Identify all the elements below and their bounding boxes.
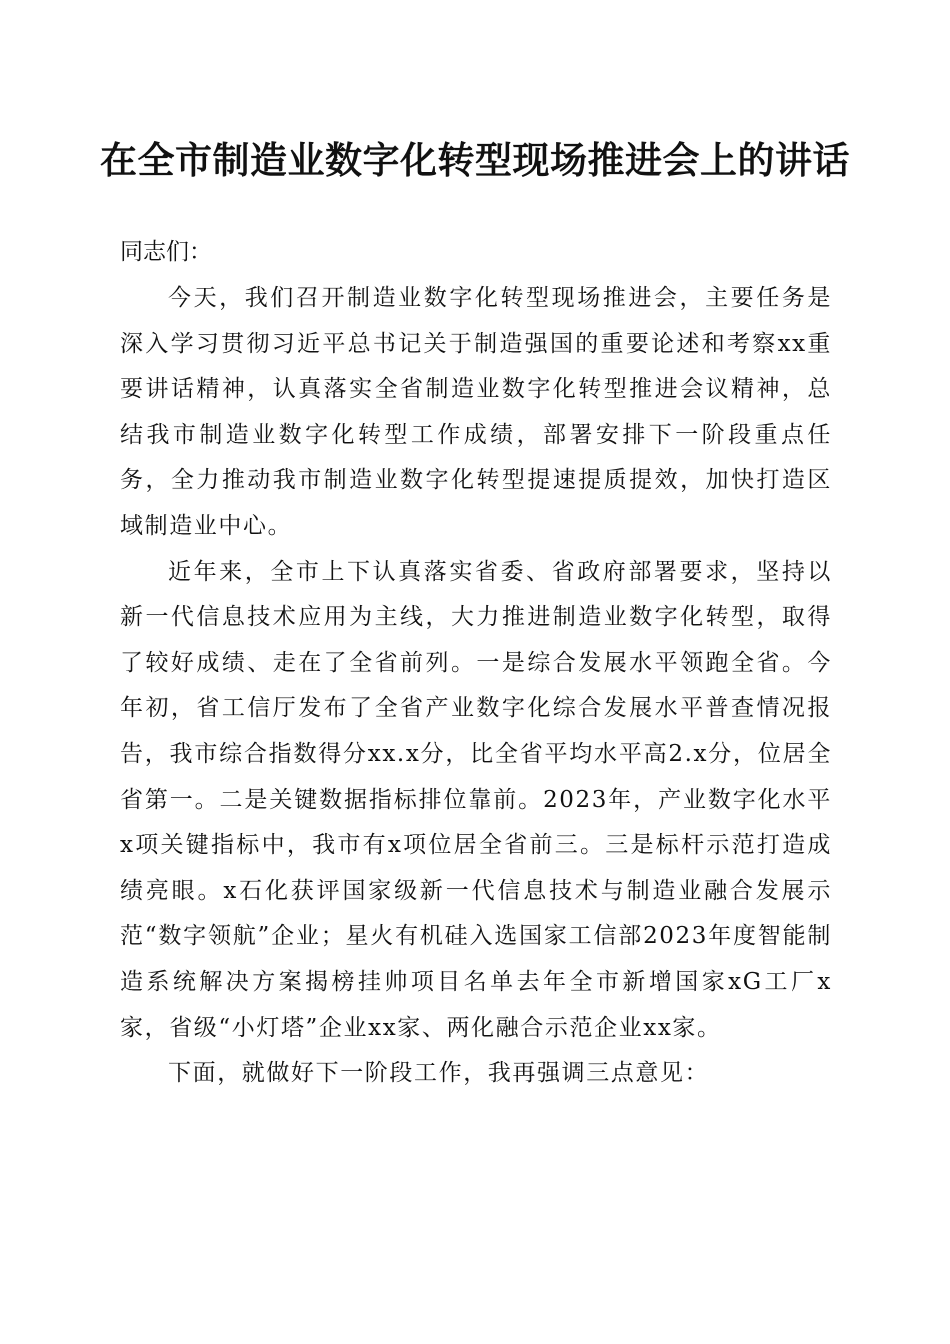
document-title: 在全市制造业数字化转型现场推进会上的讲话 — [100, 138, 850, 182]
salutation: 同志们： — [120, 239, 212, 265]
paragraph-achievements: 近年来，全市上下认真落实省委、省政府部署要求，坚持以新一代信息技术应用为主线，大力推进制造业数字化转型，取得了较好成绩、走在了全省前列。一是综合发展水平领跑全省。今年初，省工信厅发布了全省产业数字化综合发展水平普查情况报告，我市综合指数得分xx.x分，比全省平均水平高2.x分，位居全省第一。二是关键数据指标排位靠前。2023年，产业数字化水平x项关键指标中，我市有x项位居全省前三。三是标杆示范打造成绩亮眼。x石化获评国家级新一代信息技术与制造业融合发展示范“数字领航”企业；星火有机硅入选国家工信部2023年度智能制造系统解决方案揭榜挂帅项目名单去年全市新增国家xG工厂x家，省级“小灯塔”企业xx家、两化融合示范企业xx家。 — [120, 558, 832, 1041]
document-body — [120, 230, 832, 1097]
paragraph-opening: 今天，我们召开制造业数字化转型现场推进会，主要任务是深入学习贯彻习近平总书记关于制造强国的重要论述和考察xx重要讲话精神，认真落实全省制造业数字化转型推进会议精神，总结我市制造业数字化转型工作成绩，部署安排下一阶段重点任务，全力推动我市制造业数字化转型提速提质提效，加快打造区域制造业中心。 — [120, 285, 832, 539]
paragraph-transition: 下面，就做好下一阶段工作，我再强调三点意见： — [168, 1060, 710, 1087]
